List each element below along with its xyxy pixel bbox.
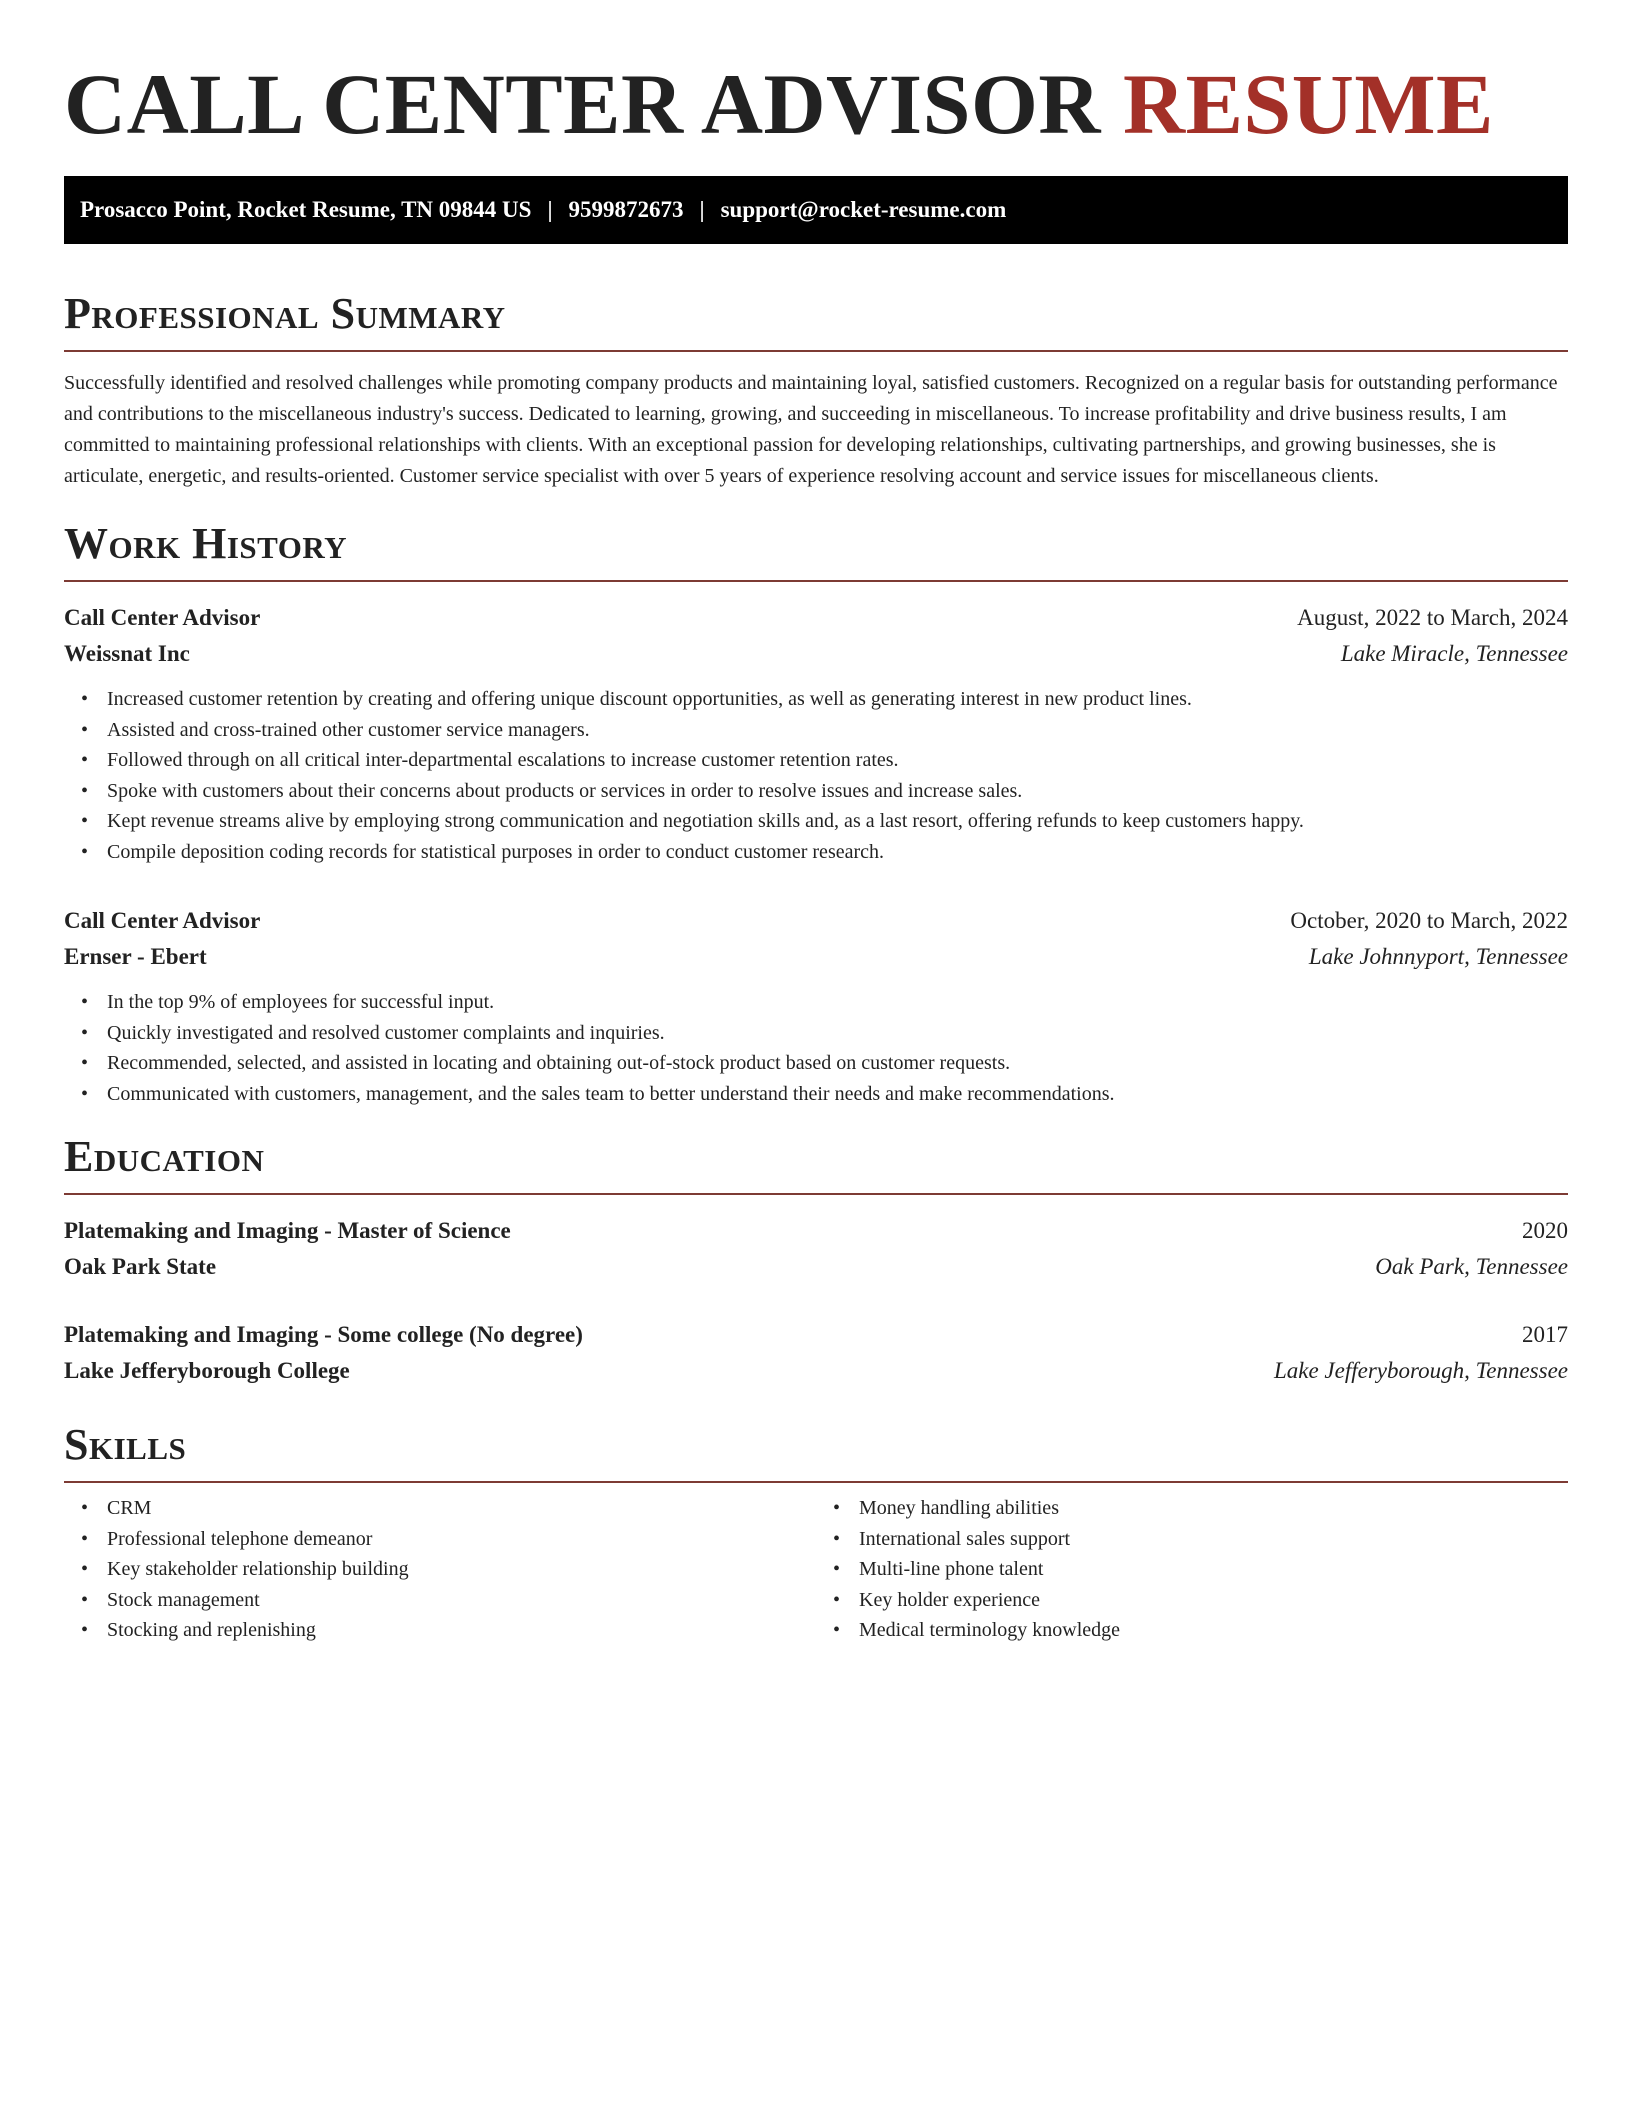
summary-text: Successfully identified and resolved challenges while promoting company products and maintaining loyal, satisfied customers. Recognized on a regular basis for outstanding performance and contributions to the miscellaneous industry's success. Dedicated to learning, growing, and succeeding in miscellaneous. To increase profitability and drive business results, I am committed to maintaining professional relationships with clients. With an exceptional passion for developing relationships, cultivating partnerships, and growing businesses, she is articulate, energetic, and results-oriented. Customer service specialist with over 5 years of experience resolving account and service issues for miscellaneous clients. <box>64 372 1558 487</box>
skill-item: • CRM <box>107 1493 816 1524</box>
list-item: • Kept revenue streams alive by employing strong communication and negotiation skills and, as a last resort, offering refunds to keep customers happy. <box>107 806 1568 837</box>
list-item: • Followed through on all critical inter-departmental escalations to increase customer retention rates. <box>107 745 1568 776</box>
list-item: • Quickly investigated and resolved customer complaints and inquiries. <box>107 1018 1568 1049</box>
job-bullets <box>64 987 1568 1109</box>
skill-item: • Professional telephone demeanor <box>107 1524 816 1555</box>
education-year: 2020 <box>1522 1218 1568 1243</box>
summary-heading: Professional Summary <box>64 289 506 338</box>
list-item: • Increased customer retention by creating and offering unique discount opportunities, as well as generating interest in new product lines. <box>107 684 1568 715</box>
section-divider <box>64 1481 1568 1483</box>
job-location: Lake Johnnyport, Tennessee <box>1308 944 1568 969</box>
contact-bar <box>64 176 1568 244</box>
contact-separator: | <box>699 197 705 222</box>
job-title: Call Center Advisor <box>64 908 261 933</box>
job-bullets <box>64 684 1568 867</box>
title-accent: RESUME <box>1122 56 1494 152</box>
education-entry <box>64 1317 1568 1389</box>
work-history-heading: Work History <box>64 519 348 568</box>
list-item: • In the top 9% of employees for successful input. <box>107 987 1568 1018</box>
skills-heading: Skills <box>64 1420 187 1469</box>
job-entry <box>64 903 1568 1109</box>
education-degree: Platemaking and Imaging - Master of Science <box>64 1218 511 1243</box>
education-school: Lake Jefferyborough College <box>64 1358 350 1383</box>
job-company: Ernser - Ebert <box>64 944 207 969</box>
skill-item: • Key holder experience <box>859 1585 1568 1616</box>
job-dates: August, 2022 to March, 2024 <box>1297 605 1568 630</box>
education-degree: Platemaking and Imaging - Some college (No degree) <box>64 1322 583 1347</box>
contact-email: support@rocket-resume.com <box>720 197 1007 222</box>
list-item: • Communicated with customers, management, and the sales team to better understand their needs and make recommendations. <box>107 1079 1568 1110</box>
education-entry <box>64 1213 1568 1285</box>
education-location: Oak Park, Tennessee <box>1375 1254 1568 1279</box>
contact-address: Prosacco Point, Rocket Resume, TN 09844 US <box>80 197 532 222</box>
skills-section <box>64 1419 1568 1646</box>
list-item: • Compile deposition coding records for statistical purposes in order to conduct customer research. <box>107 837 1568 868</box>
resume-title <box>64 56 1568 152</box>
job-dates: October, 2020 to March, 2022 <box>1290 908 1568 933</box>
section-divider <box>64 1193 1568 1195</box>
contact-separator: | <box>547 197 553 222</box>
work-history-section <box>64 518 1568 1109</box>
education-year: 2017 <box>1522 1322 1568 1347</box>
skill-item: • Money handling abilities <box>859 1493 1568 1524</box>
list-item: • Assisted and cross-trained other customer service managers. <box>107 715 1568 746</box>
job-location: Lake Miracle, Tennessee <box>1340 641 1568 666</box>
job-entry <box>64 600 1568 867</box>
job-title: Call Center Advisor <box>64 605 261 630</box>
list-item: • Recommended, selected, and assisted in locating and obtaining out-of-stock product based on customer requests. <box>107 1048 1568 1079</box>
summary-section <box>64 288 1568 492</box>
contact-phone: 9599872673 <box>568 197 684 222</box>
skill-item: • Key stakeholder relationship building <box>107 1554 816 1585</box>
skill-item: • International sales support <box>859 1524 1568 1555</box>
skill-item: • Multi-line phone talent <box>859 1554 1568 1585</box>
skills-list-left <box>64 1493 816 1646</box>
skill-item: • Stock management <box>107 1585 816 1616</box>
skill-item: • Stocking and replenishing <box>107 1615 816 1646</box>
education-heading: Education <box>64 1132 265 1181</box>
education-location: Lake Jefferyborough, Tennessee <box>1273 1358 1568 1383</box>
section-divider <box>64 580 1568 582</box>
section-divider <box>64 350 1568 352</box>
title-main: CALL CENTER ADVISOR <box>64 56 1101 152</box>
education-section <box>64 1131 1568 1389</box>
job-company: Weissnat Inc <box>64 641 190 666</box>
skill-item: • Medical terminology knowledge <box>859 1615 1568 1646</box>
skills-list-right <box>816 1493 1568 1646</box>
list-item: • Spoke with customers about their concerns about products or services in order to resolve issues and increase sales. <box>107 776 1568 807</box>
education-school: Oak Park State <box>64 1254 217 1279</box>
